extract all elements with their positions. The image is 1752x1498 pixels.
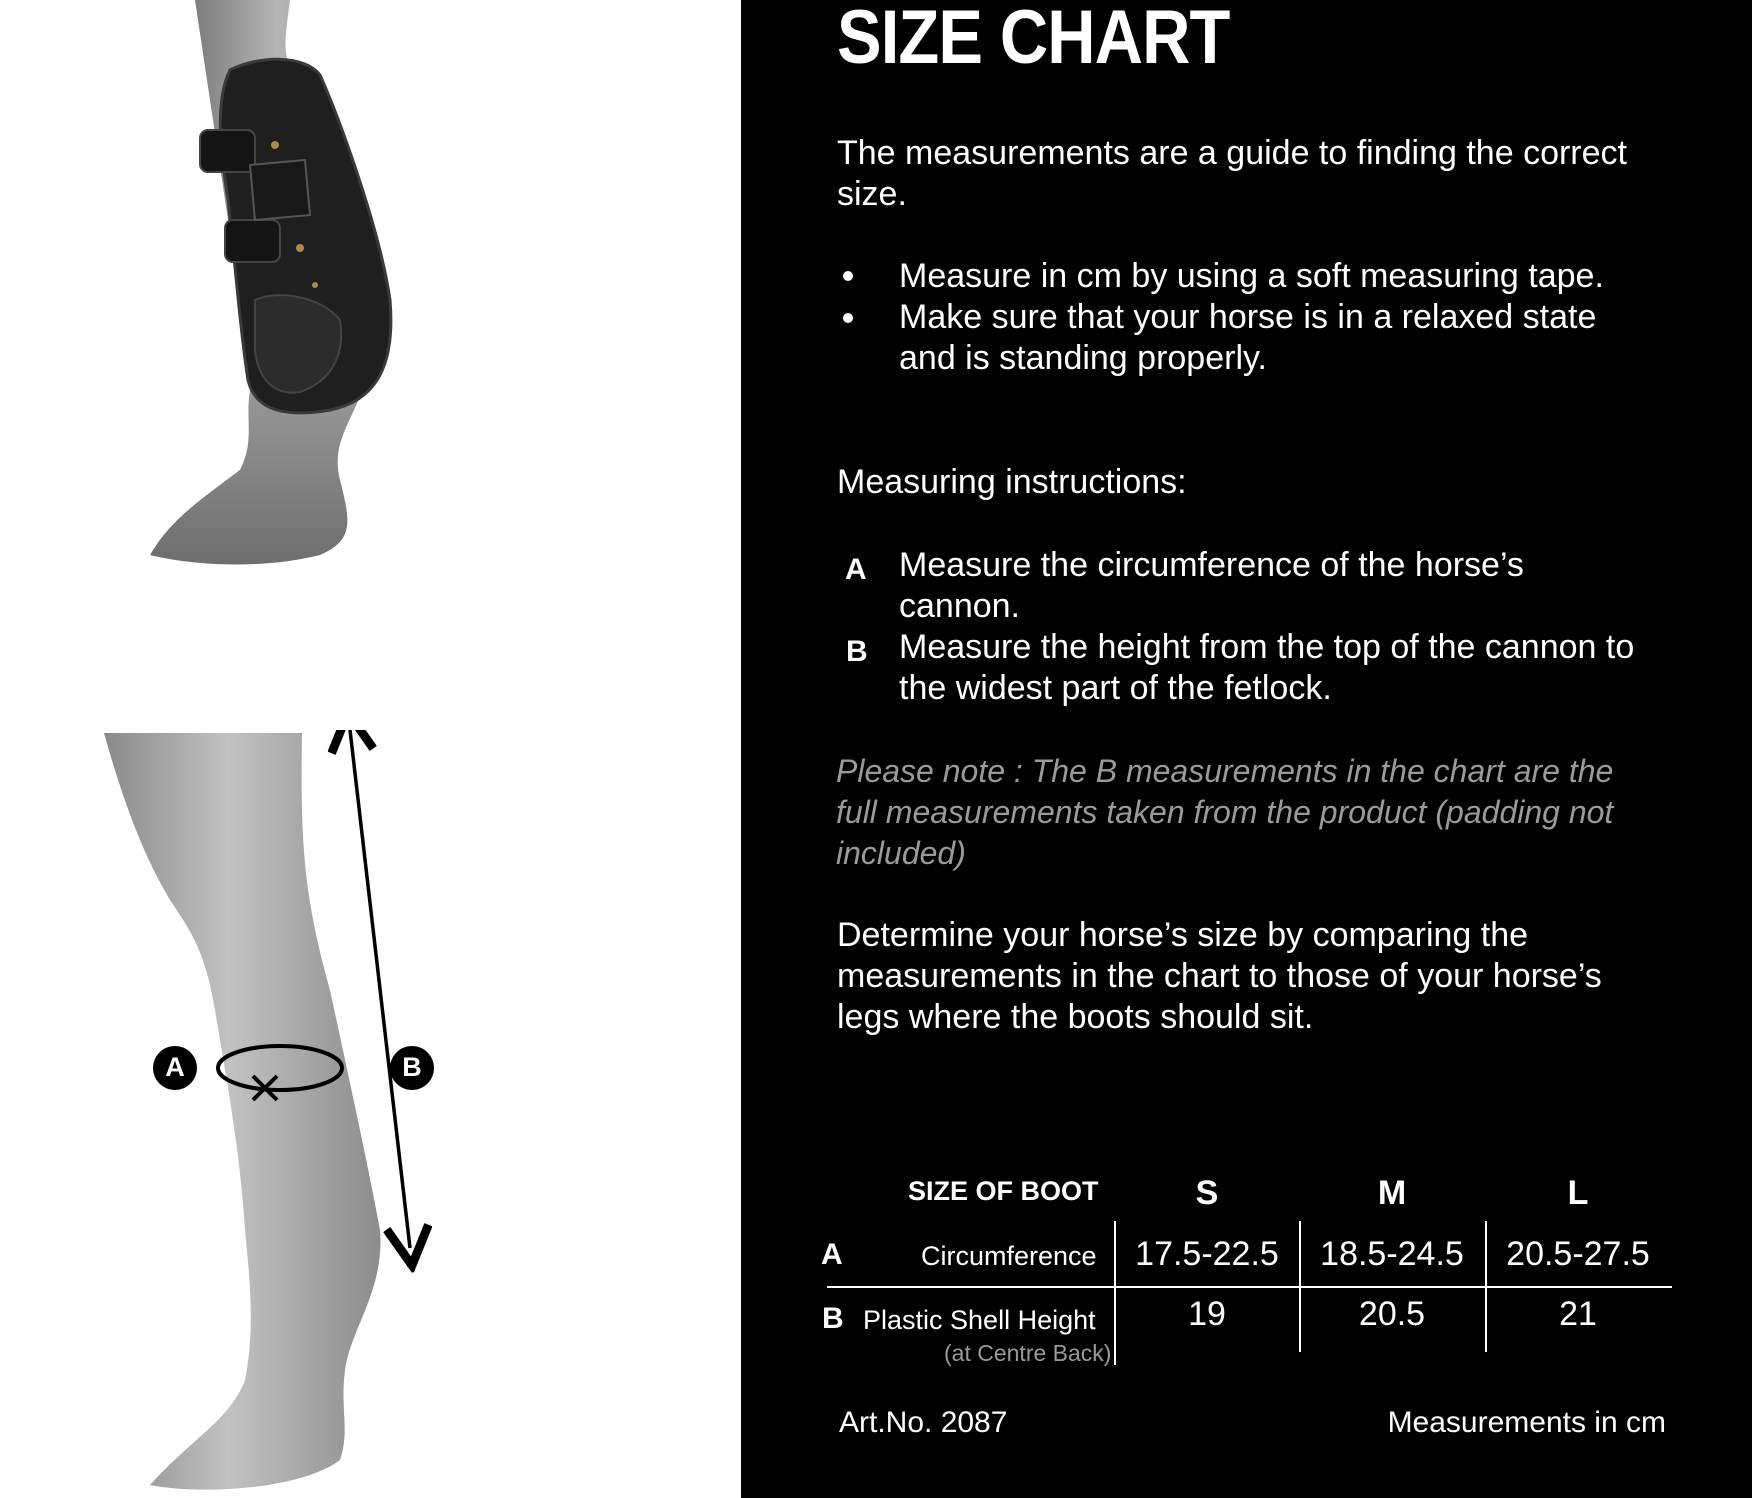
table-row-a-letter: A: [821, 1238, 843, 1271]
table-row-b-sublabel: (at Centre Back): [944, 1340, 1112, 1366]
table-header-size-s: S: [1195, 1174, 1219, 1212]
table-divider: [1114, 1221, 1116, 1365]
table-cell-a-m: 18.5-24.5: [1320, 1235, 1464, 1273]
marker-b-label: B: [402, 1052, 422, 1082]
bullet-dot: [843, 271, 853, 281]
table-cell-b-l: 21: [1559, 1295, 1597, 1333]
instructions-heading: Measuring instructions:: [837, 463, 1187, 501]
instruction-b-letter: B: [846, 635, 868, 668]
bullet-2-line-2: and is standing properly.: [899, 339, 1267, 377]
note-line-3: included): [836, 835, 966, 871]
marker-a-label: A: [165, 1052, 185, 1082]
table-header-size-l: L: [1567, 1174, 1589, 1212]
table-row-a-label: Circumference: [921, 1241, 1097, 1271]
measurement-units: Measurements in cm: [1387, 1406, 1666, 1439]
bullet-dot: [843, 313, 853, 323]
note-line-2: full measurements taken from the product (padding not: [836, 794, 1614, 830]
instruction-b-line-1: Measure the height from the top of the cannon to: [899, 628, 1635, 666]
instruction-a-letter: A: [845, 553, 867, 586]
page-title: SIZE CHART: [837, 0, 1230, 80]
table-header-size-m: M: [1377, 1174, 1407, 1212]
table-cell-a-s: 17.5-22.5: [1135, 1235, 1279, 1273]
instruction-a-line-1: Measure the circumference of the horse’s: [899, 546, 1524, 584]
illustration-panel: [0, 0, 741, 1498]
intro-line-2: size.: [837, 175, 907, 213]
article-number: Art.No. 2087: [839, 1406, 1008, 1439]
table-row-b-letter: B: [822, 1302, 844, 1335]
table-cell-b-m: 20.5: [1358, 1295, 1426, 1333]
bullet-1: Measure in cm by using a soft measuring tape.: [899, 257, 1604, 295]
determine-line-2: measurements in the chart to those of your horse’s: [837, 957, 1602, 995]
determine-line-3: legs where the boots should sit.: [837, 998, 1314, 1036]
table-row-divider: [827, 1286, 1672, 1288]
bullet-2-line-1: Make sure that your horse is in a relaxed state: [899, 298, 1597, 336]
leg-measuring-diagram: [0, 730, 741, 1498]
note-line-1: Please note : The B measurements in the chart are the: [836, 753, 1614, 789]
table-cell-a-l: 20.5-27.5: [1506, 1235, 1650, 1273]
instruction-b-line-2: the widest part of the fetlock.: [899, 669, 1332, 707]
instruction-a-line-2: cannon.: [899, 587, 1020, 625]
intro-line-1: The measurements are a guide to finding the correct: [837, 134, 1627, 172]
determine-line-1: Determine your horse’s size by comparing the: [837, 916, 1529, 954]
size-chart-panel: [741, 0, 1752, 1498]
boot-on-leg-illustration: [0, 0, 741, 600]
table-header-label: SIZE OF BOOT: [908, 1176, 1099, 1206]
table-cell-b-s: 19: [1188, 1295, 1226, 1333]
table-row-b-label: Plastic Shell Height: [863, 1305, 1096, 1335]
